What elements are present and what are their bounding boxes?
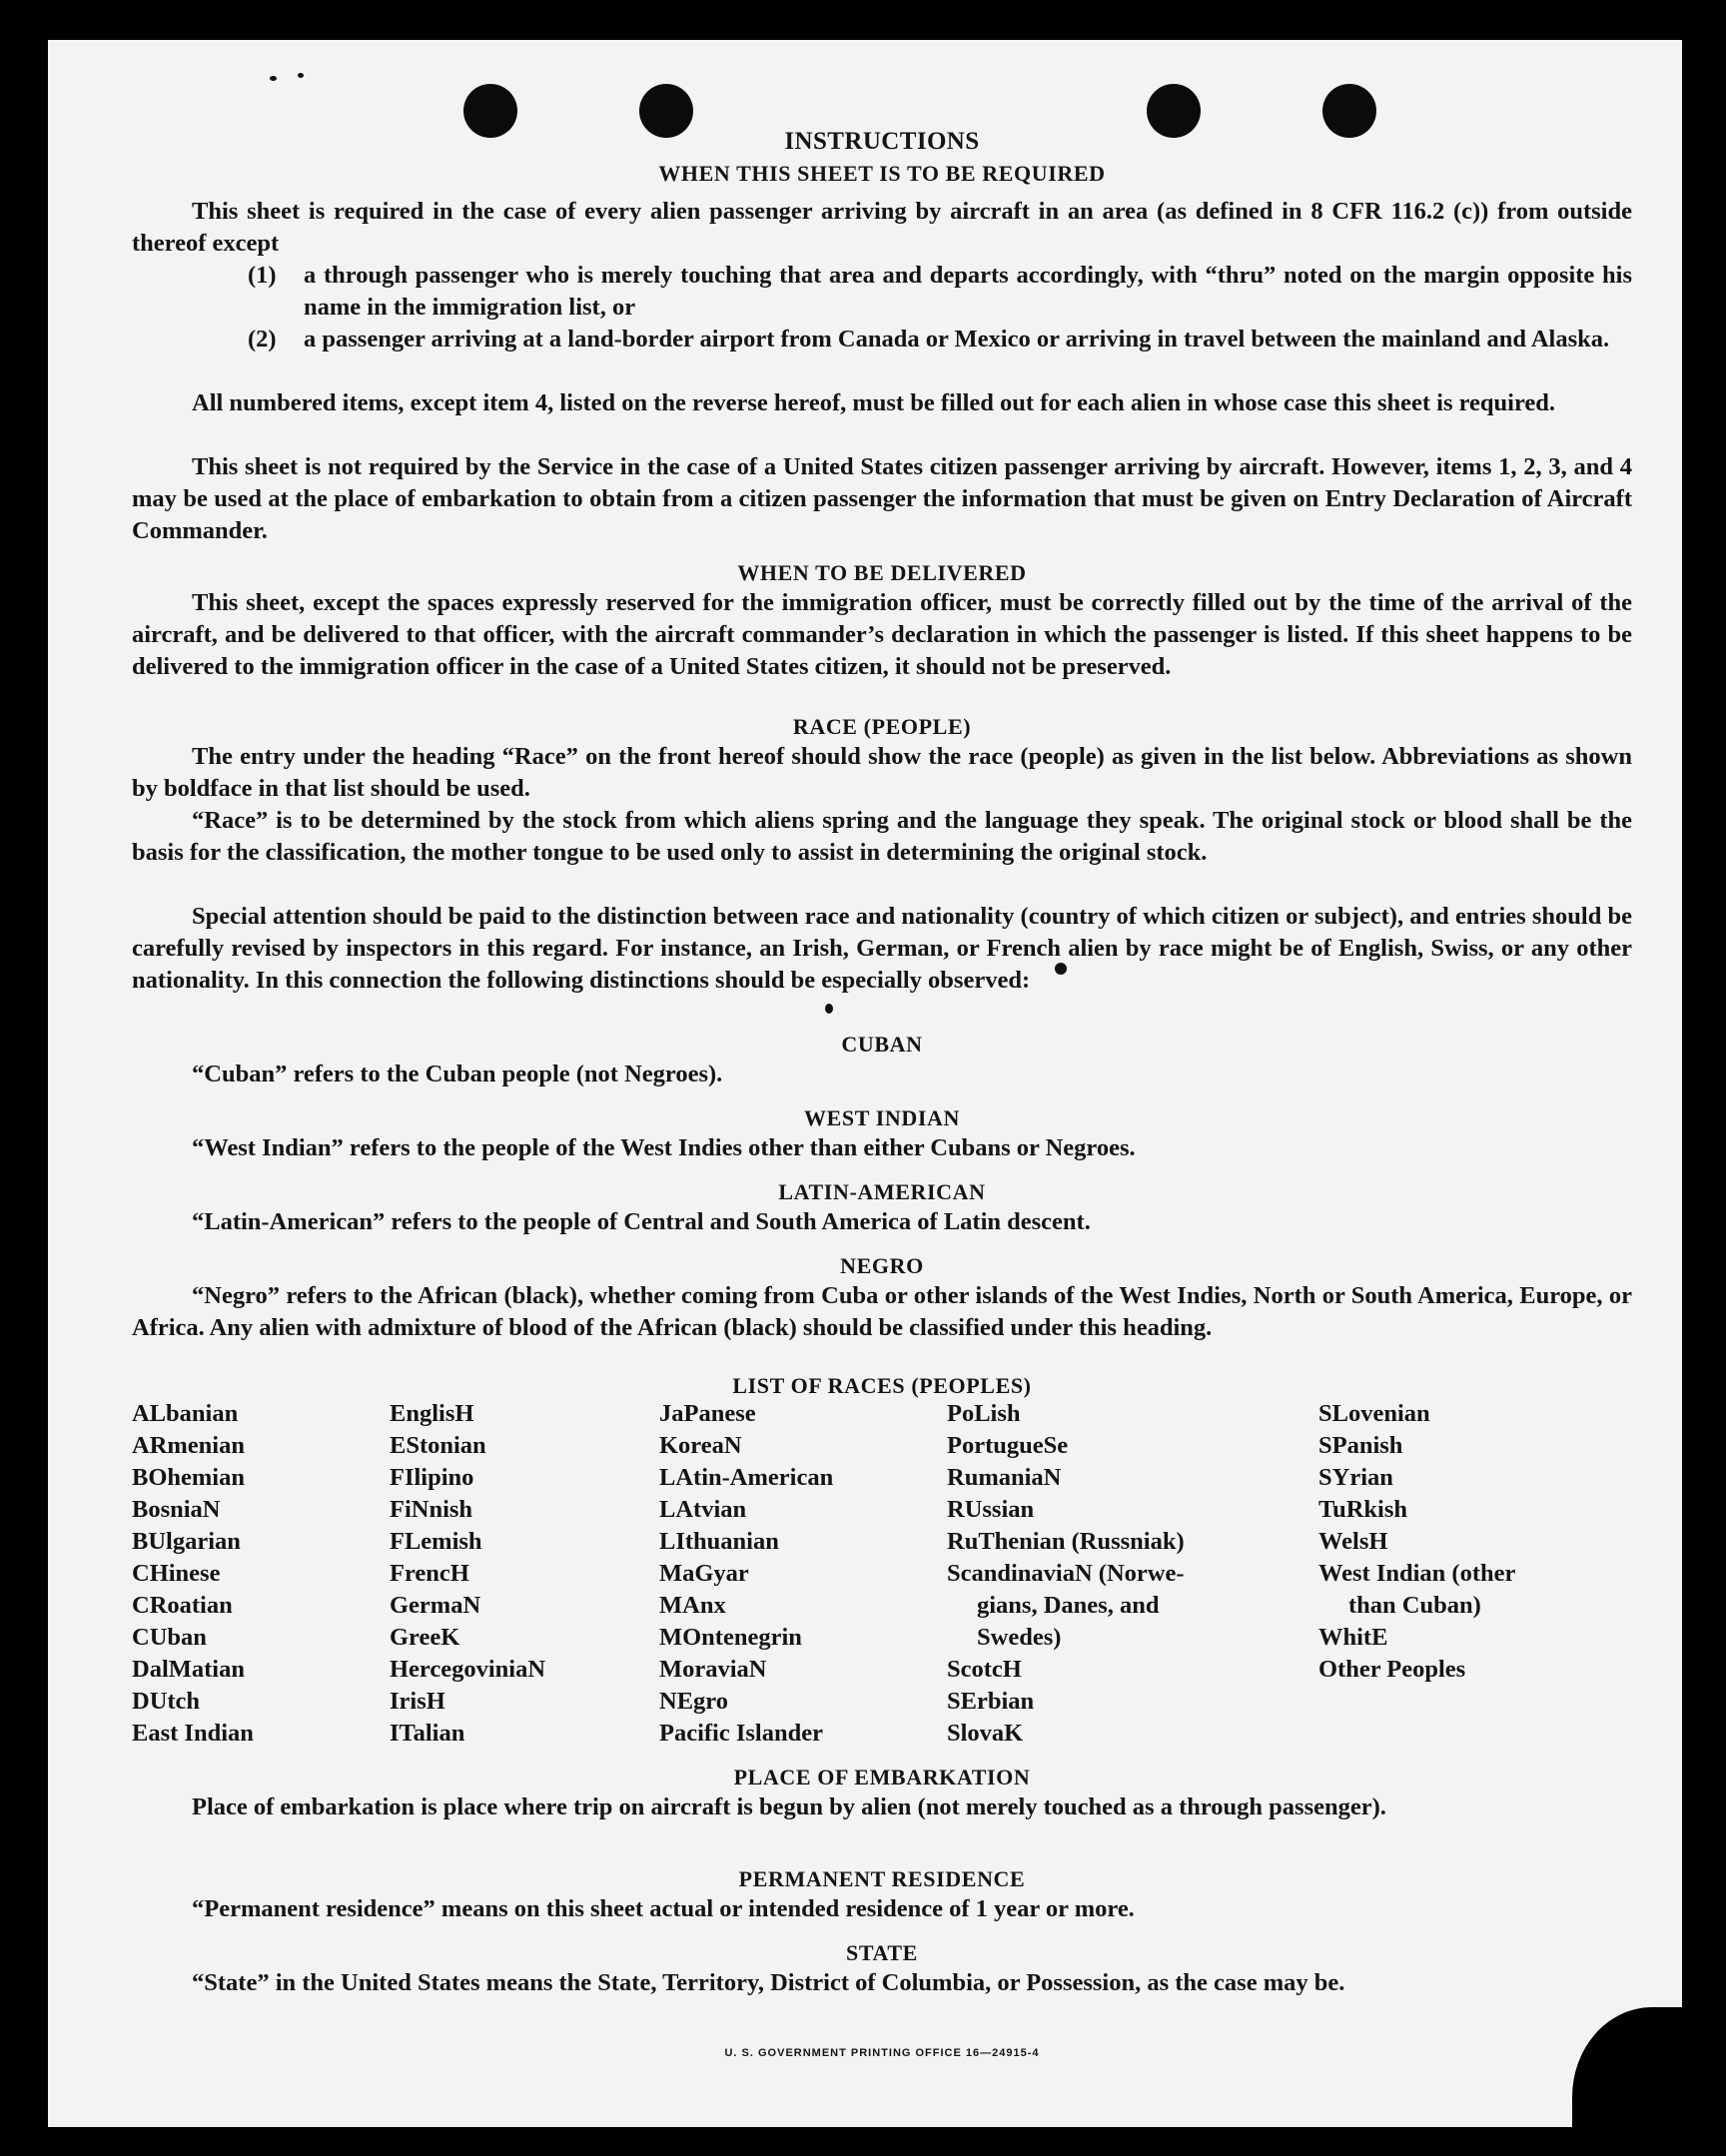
race-entry: JaPanese <box>659 1400 756 1427</box>
race-entry: SErbian <box>947 1688 1035 1715</box>
latin-american-text: “Latin-American” refers to the people of Central and South America of Latin descent. <box>192 1208 1091 1235</box>
printer-imprint: U. S. GOVERNMENT PRINTING OFFICE 16—24915-4 <box>724 2047 1040 2059</box>
west-indian-block <box>132 1132 1632 1164</box>
race-para3: Special attention should be paid to the distinction between race and nationality (country of which citizen or subject), and entries should be carefully revised by inspectors in this regard. For instance, an Irish, German, or French alien by race might be of English, Swiss, or any other nationality. In this connection the following distinctions should be especially observed: <box>132 903 1632 995</box>
race-entry: KoreaN <box>659 1432 742 1459</box>
race-entry: LAtvian <box>659 1496 747 1523</box>
item-number: (1) <box>248 262 277 289</box>
race-entry: MAnx <box>659 1592 726 1619</box>
item-number: (2) <box>248 326 277 353</box>
race-entry: RUssian <box>947 1496 1035 1523</box>
race-entry: ScotcH <box>947 1656 1022 1683</box>
race-entry: TuRkish <box>1318 1496 1408 1523</box>
item-text: a through passenger who is merely touching that area and departs accordingly, with “thru” noted on the margin opposite his name in the immigration list, or <box>304 262 1632 322</box>
cuban-block <box>132 1059 1632 1090</box>
race-entry: NEgro <box>659 1688 728 1715</box>
ink-speck <box>270 76 277 81</box>
race-entry: SYrian <box>1318 1464 1393 1491</box>
race-column <box>947 1398 1185 1750</box>
section-heading: PLACE OF EMBARKATION <box>733 1765 1031 1790</box>
when-required-para2-block <box>132 387 1632 419</box>
race-column <box>390 1398 545 1750</box>
race-entry: LAtin-American <box>659 1464 834 1491</box>
race-entry: RuThenian (Russniak) <box>947 1528 1185 1555</box>
race-entry: PoLish <box>947 1400 1021 1427</box>
latin-american-block <box>132 1206 1632 1238</box>
section-heading: CUBAN <box>841 1032 923 1057</box>
document-page <box>48 40 1682 2127</box>
race-entry: Other Peoples <box>1318 1656 1466 1683</box>
race-entry: SLovenian <box>1318 1400 1430 1427</box>
race-entry: BUlgarian <box>132 1528 241 1555</box>
race-block <box>132 805 1632 869</box>
section-heading: PERMANENT RESIDENCE <box>738 1866 1026 1891</box>
race-para1: The entry under the heading “Race” on the front hereof should show the race (people) as given in the list below. Abbreviations as shown by boldface in that list should be used. <box>132 743 1632 803</box>
when-required-para3: This sheet is not required by the Service in the case of a United States citizen passenger arriving by aircraft. However, items 1, 2, 3, and 4 may be used at the place of embarkation to obtain from a citizen passenger the information that must be given on Entry Declaration of Aircraft Commander. <box>132 453 1632 545</box>
state-text: “State” in the United States means the State, Territory, District of Columbia, or Possession, as the case may be. <box>192 1969 1345 1996</box>
west-indian-text: “West Indian” refers to the people of the West Indies other than either Cubans or Negroes. <box>192 1134 1136 1161</box>
race-entry: MOntenegrin <box>659 1624 802 1651</box>
race-entry: WhitE <box>1318 1624 1388 1651</box>
race-entry: MaGyar <box>659 1560 749 1587</box>
race-entry: PortugueSe <box>947 1432 1069 1459</box>
race-entry: ALbanian <box>132 1400 239 1427</box>
race-entry: WelsH <box>1318 1528 1388 1555</box>
embarkation-text: Place of embarkation is place where trip on aircraft is begun by alien (not merely touched as a through passenger). <box>192 1794 1386 1820</box>
race-column <box>132 1398 254 1750</box>
race-entry: HercegoviniaN <box>390 1656 546 1683</box>
item-text: a passenger arriving at a land-border airport from Canada or Mexico or arriving in travel between the mainland and Alaska. <box>304 326 1610 353</box>
race-entry: MoraviaN <box>659 1656 767 1683</box>
when-required-intro: This sheet is required in the case of every alien passenger arriving by aircraft in an area (as defined in 8 CFR 116.2 (c)) from outside thereof except <box>132 198 1632 258</box>
race-entry: BosniaN <box>132 1496 221 1523</box>
race-entry: SPanish <box>1318 1432 1403 1459</box>
race-entry: GermaN <box>390 1592 481 1619</box>
section-heading: LATIN-AMERICAN <box>778 1179 986 1204</box>
cuban-text: “Cuban” refers to the Cuban people (not Negroes). <box>192 1061 723 1087</box>
when-delivered-text: This sheet, except the spaces expressly reserved for the immigration officer, must be correctly filled out by the time of the arrival of the aircraft, and be delivered to that officer, with the aircraft commander’s declaration in which the passenger is listed. If this sheet happens to be delivered to the immigration officer in the case of a United States citizen, it should not be preserved. <box>132 589 1632 681</box>
residence-text: “Permanent residence” means on this sheet actual or intended residence of 1 year or more. <box>192 1895 1135 1922</box>
race-entry: than Cuban) <box>1348 1592 1481 1619</box>
race-entry: DalMatian <box>132 1656 245 1683</box>
when-required-intro-block <box>132 196 1632 260</box>
torn-corner <box>1572 2007 1682 2127</box>
race-entry: RumaniaN <box>947 1464 1062 1491</box>
section-heading: STATE <box>846 1940 918 1965</box>
negro-text: “Negro” refers to the African (black), whether coming from Cuba or other islands of the West Indies, North or South America, Europe, or Africa. Any alien with admixture of blood of the African (black) should be classified under this heading. <box>132 1282 1632 1342</box>
race-entry: ITalian <box>390 1720 465 1747</box>
race-block <box>132 741 1632 805</box>
race-entry: FLemish <box>390 1528 482 1555</box>
when-required-para3-block <box>132 451 1632 548</box>
race-entry: CHinese <box>132 1560 221 1587</box>
race-entry: Pacific Islander <box>659 1720 823 1747</box>
embarkation-block <box>132 1792 1632 1823</box>
race-entry: CUban <box>132 1624 207 1651</box>
race-entry: FrencH <box>390 1560 469 1587</box>
section-heading: WHEN THIS SHEET IS TO BE REQUIRED <box>658 161 1106 186</box>
section-heading: WHEN TO BE DELIVERED <box>737 560 1027 585</box>
race-entry: FiNnish <box>390 1496 473 1523</box>
exception-item-2 <box>248 324 1632 356</box>
section-heading: NEGRO <box>840 1253 924 1278</box>
race-entry: West Indian (other <box>1318 1560 1516 1587</box>
ink-speck <box>825 1004 833 1014</box>
race-column <box>659 1398 833 1750</box>
section-heading: RACE (PEOPLE) <box>792 714 972 739</box>
race-para2: “Race” is to be determined by the stock from which aliens spring and the language they speak. The original stock or blood shall be the basis for the classification, the mother tongue to be used only to assist in determining the original stock. <box>132 807 1632 867</box>
race-entry: DUtch <box>132 1688 201 1715</box>
race-entry: SlovaK <box>947 1720 1024 1747</box>
page-title: INSTRUCTIONS <box>784 128 980 155</box>
race-entry: LIthuanian <box>659 1528 779 1555</box>
race-list <box>132 1398 1660 1748</box>
race-entry: EStonian <box>390 1432 486 1459</box>
when-delivered-block <box>132 587 1632 684</box>
exception-item-1 <box>248 260 1632 324</box>
when-required-para2: All numbered items, except item 4, listed on the reverse hereof, must be filled out for each alien in whose case this sheet is required. <box>192 389 1556 416</box>
race-entry: gians, Danes, and <box>977 1592 1160 1619</box>
residence-block <box>132 1893 1632 1925</box>
race-column <box>1318 1398 1515 1686</box>
state-block <box>132 1967 1632 1999</box>
section-heading: WEST INDIAN <box>804 1105 960 1130</box>
section-heading: LIST OF RACES (PEOPLES) <box>732 1373 1032 1398</box>
race-entry: EnglisH <box>390 1400 474 1427</box>
race-entry: East Indian <box>132 1720 254 1747</box>
race-entry: BOhemian <box>132 1464 245 1491</box>
race-block <box>132 901 1632 998</box>
race-entry: Swedes) <box>977 1624 1062 1651</box>
race-entry: ScandinaviaN (Norwe- <box>947 1560 1185 1587</box>
race-entry: GreeK <box>390 1624 460 1651</box>
race-entry: CRoatian <box>132 1592 233 1619</box>
ink-speck <box>298 73 304 78</box>
race-entry: FIlipino <box>390 1464 474 1491</box>
race-entry: ARmenian <box>132 1432 245 1459</box>
negro-block <box>132 1280 1632 1344</box>
race-entry: IrisH <box>390 1688 445 1715</box>
